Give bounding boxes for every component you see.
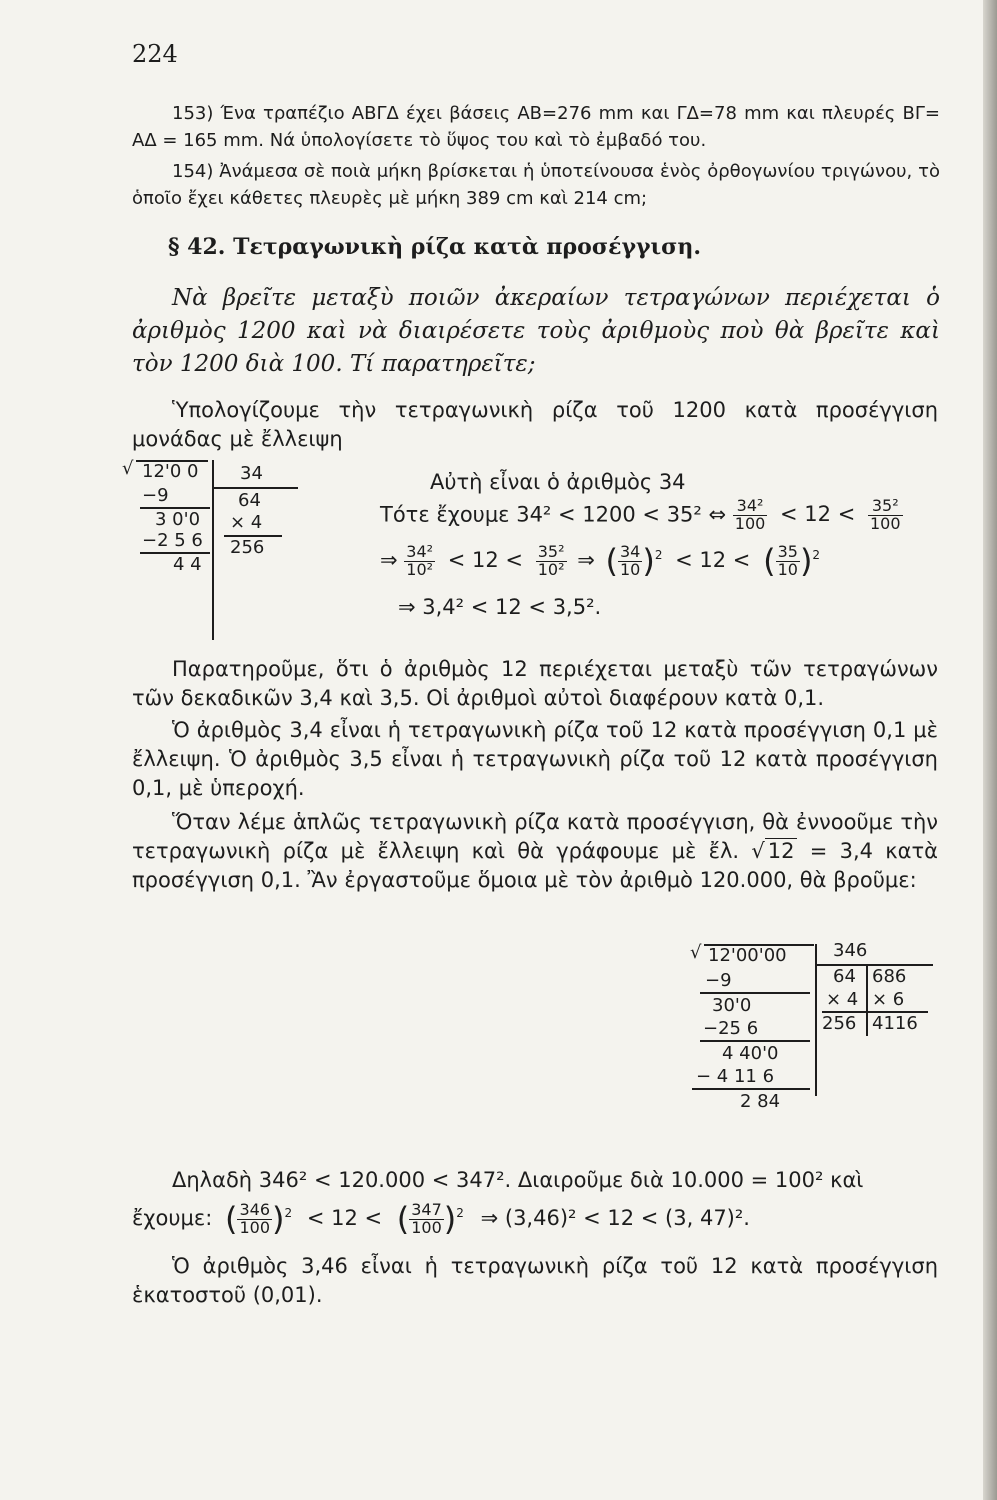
denominator: 100	[734, 513, 766, 533]
inline-radicand: 12	[765, 838, 798, 863]
sqrt2-radicand: 12'00'00	[708, 945, 787, 966]
inline-radical: √ 12	[751, 838, 797, 863]
exponent: 2	[654, 548, 663, 562]
sqrt2-vertical-rule	[815, 944, 817, 1096]
scan-edge-shadow	[983, 0, 997, 1500]
page-number: 224	[132, 40, 178, 68]
numerator: 34²	[733, 498, 768, 516]
sqrt1-root-rule	[212, 487, 298, 489]
sqrt2-times1: × 4	[826, 989, 859, 1010]
numerator: 347	[411, 1199, 442, 1219]
sqrt1-root: 34	[240, 463, 263, 484]
numerator: 35²	[868, 498, 903, 516]
paragraph-4	[132, 808, 938, 895]
denominator: 100	[411, 1217, 442, 1237]
denominator: 10²	[537, 559, 565, 579]
final-text: Ὁ ἀριθμὸς 3,46 εἶναι ἡ τετραγωνικὴ ρίζα τοῦ 12 κατὰ προσέγγιση ἑκατοστοῦ (0,01).	[132, 1254, 938, 1307]
numerator: 346	[239, 1199, 270, 1219]
denominator: 10²	[406, 559, 434, 579]
sqrt2-trial2: 686	[872, 966, 907, 987]
sqrt2-sub3: − 4 11 6	[696, 1066, 775, 1087]
numerator: 34²	[406, 541, 434, 561]
numerator: 34	[619, 541, 641, 561]
fraction-347-over-100	[409, 1199, 444, 1237]
sqrt1-sub2: −2 5 6	[142, 530, 203, 551]
conclusion-line-1: Δηλαδὴ 346² < 120.000 < 347². Διαιροῦμε διὰ 10.000 = 100² καὶ	[172, 1168, 864, 1192]
exponent: 2	[456, 1206, 464, 1220]
sqrt2-root: 346	[833, 940, 868, 961]
sqrt1-radicand: 12'0 0	[142, 461, 199, 482]
problem-153-text: 153) Ένα τραπέζιο ΑΒΓΔ έχει βάσεις ΑΒ=276 mm και ΓΔ=78 mm και πλευρές ΒΓ= ΑΔ = 165 mm. Νά ὑπολογίσετε τὸ ὕψος του καὶ τὸ ἐμβαδό του.	[132, 103, 940, 151]
final-paragraph	[132, 1252, 938, 1310]
sqrt2-rem2: 4 40'0	[722, 1043, 779, 1064]
sqrt2-trial1: 64	[833, 966, 856, 987]
paragraph-4-text-a: Ὅταν λέμε ἁπλῶς τετραγωνικὴ ρίζα κατὰ προσέγγιση, θὰ ἐννοοῦμε τὴν τετραγωνικὴ ρίζα μὲ ἔλλειψη καὶ θὰ γράφουμε μὲ ἔλ.	[132, 810, 938, 863]
paragraph-3	[132, 716, 938, 803]
radical-sign: √	[122, 458, 134, 479]
line-2-prefix: Τότε ἔχουμε 34² < 1200 < 35² ⇔	[380, 502, 727, 527]
derivation-line-3: ⇒ $\frac{\text{34²}}{\text{10²}}$ < 12 < $\frac{\text{35²}}{\text{10²}}$ ⇒ ( $\frac{34}{10}$ )$^2$ < 12 < ( $\frac{35}{10}$ )$^2$	[380, 541, 821, 580]
sqrt2-sub1: −9	[705, 970, 732, 991]
denominator: 100	[239, 1217, 270, 1237]
denominator: 10	[619, 559, 641, 579]
numerator: 35²	[537, 541, 565, 561]
inequality-middle: < 12 <	[675, 548, 751, 572]
sqrt1-sub1: −9	[142, 485, 169, 506]
sqrt2-times2: × 6	[872, 989, 905, 1010]
radical-sign: √	[690, 942, 702, 963]
sqrt1-times: × 4	[230, 512, 263, 533]
denominator: 100	[869, 513, 901, 533]
sqrt2-product2: 4116	[872, 1013, 918, 1034]
derivation-line-4: ⇒ 3,4² < 12 < 3,5².	[398, 595, 602, 619]
denominator: 10	[777, 559, 798, 579]
inequality-middle: < 12 <	[780, 502, 856, 527]
fraction-346-over-100	[237, 1199, 272, 1237]
conclusion-tail: ⇒ (3,46)² < 12 < (3, 47)².	[480, 1206, 750, 1230]
fraction-35sq-over-10sq	[536, 541, 567, 579]
intro-text: Νὰ βρεῖτε μεταξὺ ποιῶν ἀκεραίων τετραγώνων περιέχεται ὁ ἀριθμὸς 1200 καὶ νὰ διαιρέσετε τοὺς ἀριθμοὺς ποὺ θὰ βρεῖτε καὶ τὸν 1200 διὰ 100. Τί παρατηρεῖτε;	[132, 285, 940, 377]
exponent: 2	[812, 548, 821, 562]
sqrt2-rule-1	[700, 992, 810, 994]
problem-153	[132, 100, 940, 154]
sqrt2-sub2: −25 6	[703, 1018, 759, 1039]
sqrt2-product1: 256	[822, 1013, 857, 1034]
fraction-34sq-over-10sq	[404, 541, 435, 579]
echoume-label: ἔχουμε:	[132, 1206, 213, 1230]
derivation-line-1: Αὐτὴ εἶναι ὁ ἀριθμὸς 34	[430, 470, 686, 494]
sqrt1-trial: 64	[238, 490, 261, 511]
problem-154-text: 154) Ἀνάμεσα σὲ ποιὰ μήκη βρίσκεται ἡ ὑποτείνουσα ἑνὸς ὀρθογωνίου τριγώνου, τὸ ὁποῖο ἔχει κάθετες πλευρὲς μὲ μήκη 389 cm καὶ 214 cm;	[132, 161, 940, 209]
paragraph-3-text: Ὁ ἀριθμὸς 3,4 εἶναι ἡ τετραγωνικὴ ρίζα τοῦ 12 κατὰ προσέγγιση 0,1 μὲ ἔλλειψη. Ὁ ἀριθμὸς 3,5 εἶναι ἡ τετραγωνικὴ ρίζα τοῦ 12 κατὰ προσέγγιση 0,1, μὲ ὑπεροχή.	[132, 718, 938, 800]
exponent: 2	[284, 1206, 293, 1220]
paragraph-1-text: Ὑπολογίζουμε τὴν τετραγωνικὴ ρίζα τοῦ 1200 κατὰ προσέγγιση μονάδας μὲ ἔλλειψη	[132, 398, 938, 451]
sqrt2-rule-2	[700, 1040, 810, 1042]
problem-154	[132, 158, 940, 212]
intro-exercise	[132, 282, 940, 381]
fraction-35sq-over-100	[868, 498, 903, 533]
sqrt1-rem2: 4 4	[173, 554, 202, 575]
fraction-35-over-10	[776, 541, 800, 579]
derivation-line-2	[380, 498, 903, 533]
sqrt2-rule-3	[692, 1088, 810, 1090]
sqrt2-rem3: 2 84	[740, 1091, 781, 1112]
sqrt2-inner-vertical	[866, 966, 868, 1036]
sqrt1-rem1: 3 0'0	[155, 509, 201, 530]
paragraph-4-text-b: = 3,4 κατὰ προσέγγιση 0,1. Ἂν ἐργαστοῦμε ὅμοια μὲ τὸν ἀριθμὸ 120.000, θὰ βροῦμε:	[132, 839, 938, 892]
section-title: § 42. Τετραγωνικὴ ρίζα κατὰ προσέγγιση.	[168, 234, 702, 260]
inequality-middle: < 12 <	[306, 1206, 383, 1230]
inequality-middle: < 12 <	[447, 548, 524, 572]
sqrt1-product: 256	[230, 537, 265, 558]
implies-symbol: ⇒	[380, 548, 398, 572]
paragraph-2	[132, 655, 938, 713]
sqrt2-rem1: 30'0	[712, 995, 752, 1016]
conclusion-line-2: ἔχουμε: ( $\frac{346}{100}$ )$^2$ < 12 < ( $\frac{347}{100}$ )$^2$ ⇒ (3,46)² < 12 < (3, 47)².	[132, 1199, 750, 1238]
fraction-34sq-over-100	[733, 498, 768, 533]
implies-symbol: ⇒	[577, 548, 595, 572]
fraction-34-over-10	[618, 541, 642, 579]
paragraph-2-text: Παρατηροῦμε, ὅτι ὁ ἀριθμὸς 12 περιέχεται μεταξὺ τῶν τετραγώνων τῶν δεκαδικῶν 3,4 καὶ 3,5. Οἱ ἀριθμοὶ αὐτοὶ διαφέρουν κατὰ 0,1.	[132, 657, 938, 710]
numerator: 35	[777, 541, 798, 561]
paragraph-1	[132, 396, 938, 454]
